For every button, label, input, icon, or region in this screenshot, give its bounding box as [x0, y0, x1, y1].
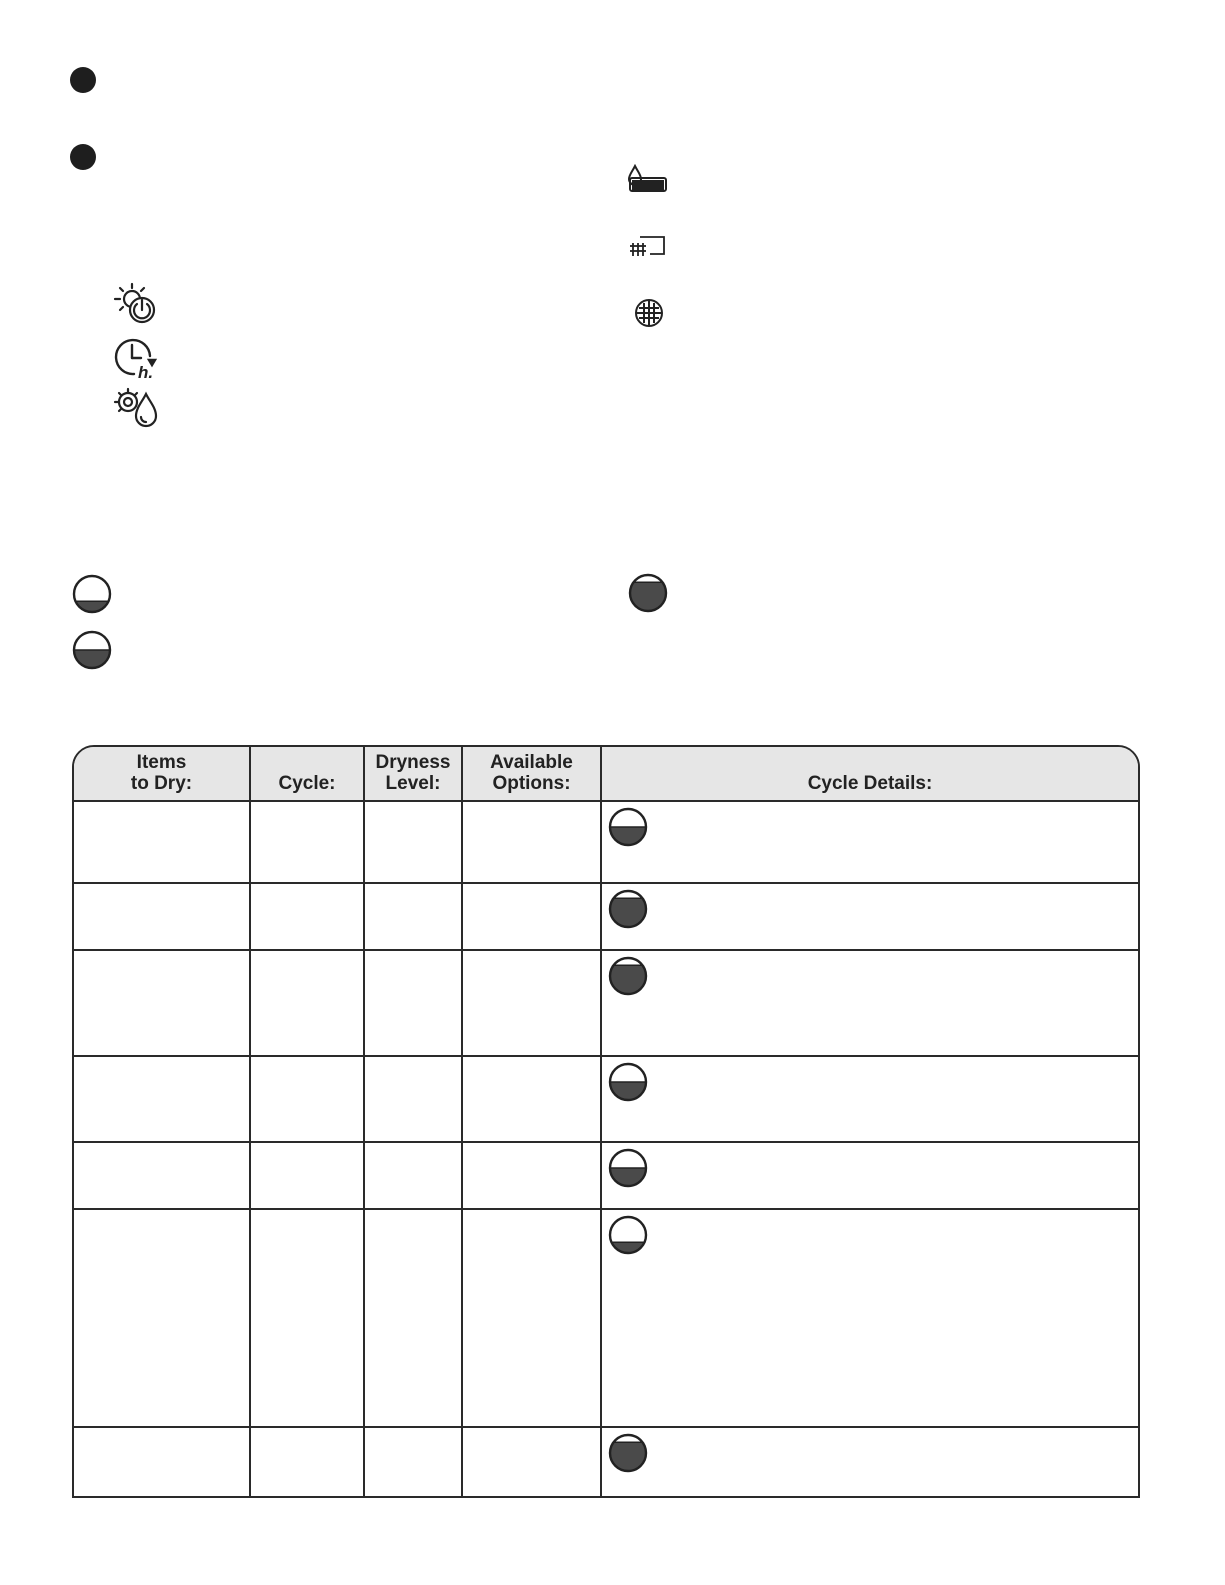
cell-dryness [365, 1428, 463, 1496]
cell-cycle [251, 1057, 365, 1141]
cell-details [602, 884, 1138, 949]
cell-items [74, 884, 251, 949]
header-dryness-level: Dryness Level: [365, 747, 463, 800]
cell-cycle [251, 1428, 365, 1496]
sun-power-icon [110, 282, 162, 331]
dryness-level-high-icon [628, 573, 668, 613]
cell-details [602, 802, 1138, 882]
row-dryness-level-icon [608, 1433, 648, 1473]
cell-items [74, 1057, 251, 1141]
cell-items [74, 1428, 251, 1496]
header-cycle: Cycle: [251, 747, 365, 800]
bullet-marker-1 [70, 67, 96, 93]
table-row [74, 802, 1138, 884]
cell-cycle [251, 1210, 365, 1426]
cell-dryness [365, 951, 463, 1055]
cell-dryness [365, 884, 463, 949]
row-dryness-level-icon [608, 1215, 648, 1255]
table-row [74, 1428, 1138, 1496]
row-dryness-level-icon [608, 956, 648, 996]
bullet-marker-2 [70, 144, 96, 170]
cell-details [602, 1210, 1138, 1426]
cell-cycle [251, 951, 365, 1055]
row-dryness-level-icon [608, 807, 648, 847]
cell-details [602, 951, 1138, 1055]
cell-options [463, 1428, 602, 1496]
header-available-options: Available Options: [463, 747, 602, 800]
cycle-table [72, 745, 1140, 1498]
dryness-level-medium-icon [72, 630, 112, 670]
table-row [74, 884, 1138, 951]
cell-items [74, 1143, 251, 1208]
header-cycle-details: Cycle Details: [807, 773, 933, 794]
cell-options [463, 1143, 602, 1208]
cell-cycle [251, 884, 365, 949]
cell-items [74, 802, 251, 882]
cell-details [602, 1428, 1138, 1496]
drop-rack-icon [626, 164, 670, 203]
cell-items [74, 1210, 251, 1426]
cell-dryness [365, 1210, 463, 1426]
cell-items [74, 951, 251, 1055]
cell-options [463, 884, 602, 949]
table-row [74, 1210, 1138, 1428]
table-row [74, 951, 1138, 1057]
cell-options [463, 1057, 602, 1141]
cell-dryness [365, 1057, 463, 1141]
cell-dryness [365, 802, 463, 882]
grid-rack-icon [628, 232, 672, 267]
grid-circle-icon [632, 296, 666, 335]
cell-options [463, 1210, 602, 1426]
row-dryness-level-icon [608, 1062, 648, 1102]
cell-details [602, 1057, 1138, 1141]
table-row [74, 1143, 1138, 1210]
dryness-level-low-icon [72, 574, 112, 614]
cell-cycle [251, 802, 365, 882]
header-items-to-dry: Items to Dry: [74, 747, 251, 800]
cell-options [463, 802, 602, 882]
clock-delay-icon [112, 336, 164, 385]
gear-drop-icon [112, 386, 164, 437]
cell-options [463, 951, 602, 1055]
row-dryness-level-icon [608, 889, 648, 929]
cell-details [602, 1143, 1138, 1208]
table-header [74, 747, 1138, 802]
row-dryness-level-icon [608, 1148, 648, 1188]
table-row [74, 1057, 1138, 1143]
cell-cycle [251, 1143, 365, 1208]
svg-text:h.: h. [138, 363, 154, 380]
cell-dryness [365, 1143, 463, 1208]
